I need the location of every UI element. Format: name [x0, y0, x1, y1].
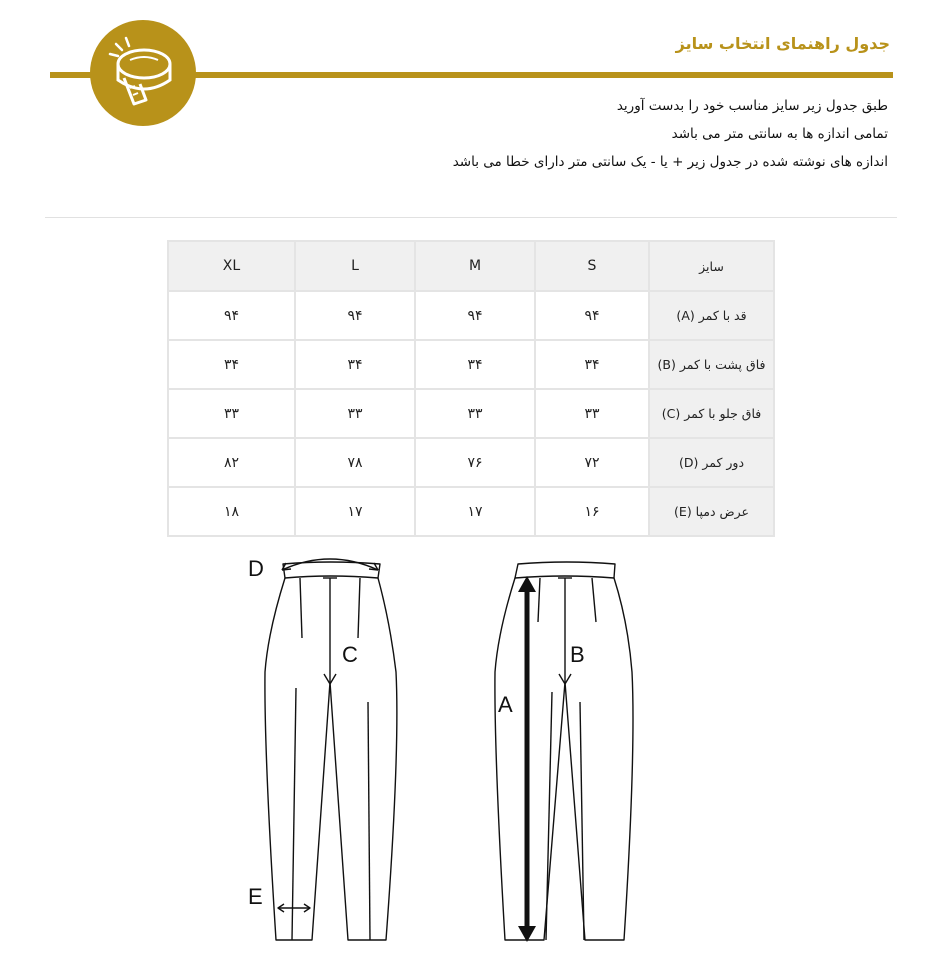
table-cell: ۱۷: [415, 487, 535, 536]
table-cell: ۷۶: [415, 438, 535, 487]
table-row: [168, 389, 774, 438]
row-label: قد با کمر (A): [649, 291, 774, 340]
size-header-l: L: [295, 241, 415, 291]
size-header-m: M: [415, 241, 535, 291]
size-header-xl: XL: [168, 241, 295, 291]
front-pants-drawing: [265, 562, 397, 940]
section-divider: [45, 217, 897, 218]
measuring-tape-icon: [90, 20, 196, 126]
table-cell: ۳۳: [535, 389, 649, 438]
table-header-row: [168, 241, 774, 291]
pants-diagram: [240, 552, 660, 952]
table-cell: ۳۴: [415, 340, 535, 389]
table-cell: ۹۴: [415, 291, 535, 340]
table-cell: ۱۷: [295, 487, 415, 536]
length-arrow: [518, 576, 536, 942]
label-c: C: [342, 642, 358, 667]
table-cell: ۳۳: [415, 389, 535, 438]
table-header-label: سایز: [649, 241, 774, 291]
label-d: D: [248, 556, 264, 581]
note-line: تمامی اندازه ها به سانتی متر می باشد: [671, 126, 888, 142]
size-header-s: S: [535, 241, 649, 291]
table-cell: ۳۴: [295, 340, 415, 389]
table-row: [168, 340, 774, 389]
table-cell: ۹۴: [295, 291, 415, 340]
label-e: E: [248, 884, 263, 909]
table-row: [168, 438, 774, 487]
table-cell: ۷۸: [295, 438, 415, 487]
label-b: B: [570, 642, 585, 667]
logo-badge: [90, 20, 196, 126]
table-cell: ۱۶: [535, 487, 649, 536]
table-row: [168, 487, 774, 536]
table-cell: ۱۸: [168, 487, 295, 536]
page-title: جدول راهنمای انتخاب سایز: [675, 34, 890, 53]
note-line: طبق جدول زیر سایز مناسب خود را بدست آورید: [616, 98, 888, 114]
size-table: [167, 240, 775, 537]
table-cell: ۷۲: [535, 438, 649, 487]
row-label: دور کمر (D): [649, 438, 774, 487]
table-row: [168, 291, 774, 340]
table-cell: ۳۴: [535, 340, 649, 389]
row-label: فاق پشت با کمر (B): [649, 340, 774, 389]
table-cell: ۹۴: [168, 291, 295, 340]
note-line: اندازه های نوشته شده در جدول زیر + یا - یک سانتی متر دارای خطا می باشد: [452, 154, 888, 170]
row-label: فاق جلو با کمر (C): [649, 389, 774, 438]
waist-measure-arc: [282, 559, 378, 570]
table-cell: ۳۴: [168, 340, 295, 389]
label-a: A: [498, 692, 513, 717]
table-cell: ۳۳: [295, 389, 415, 438]
notes-list: [288, 92, 888, 176]
row-label: عرض دمپا (E): [649, 487, 774, 536]
table-cell: ۳۳: [168, 389, 295, 438]
back-pants-drawing: [495, 562, 633, 940]
table-cell: ۹۴: [535, 291, 649, 340]
table-cell: ۸۲: [168, 438, 295, 487]
